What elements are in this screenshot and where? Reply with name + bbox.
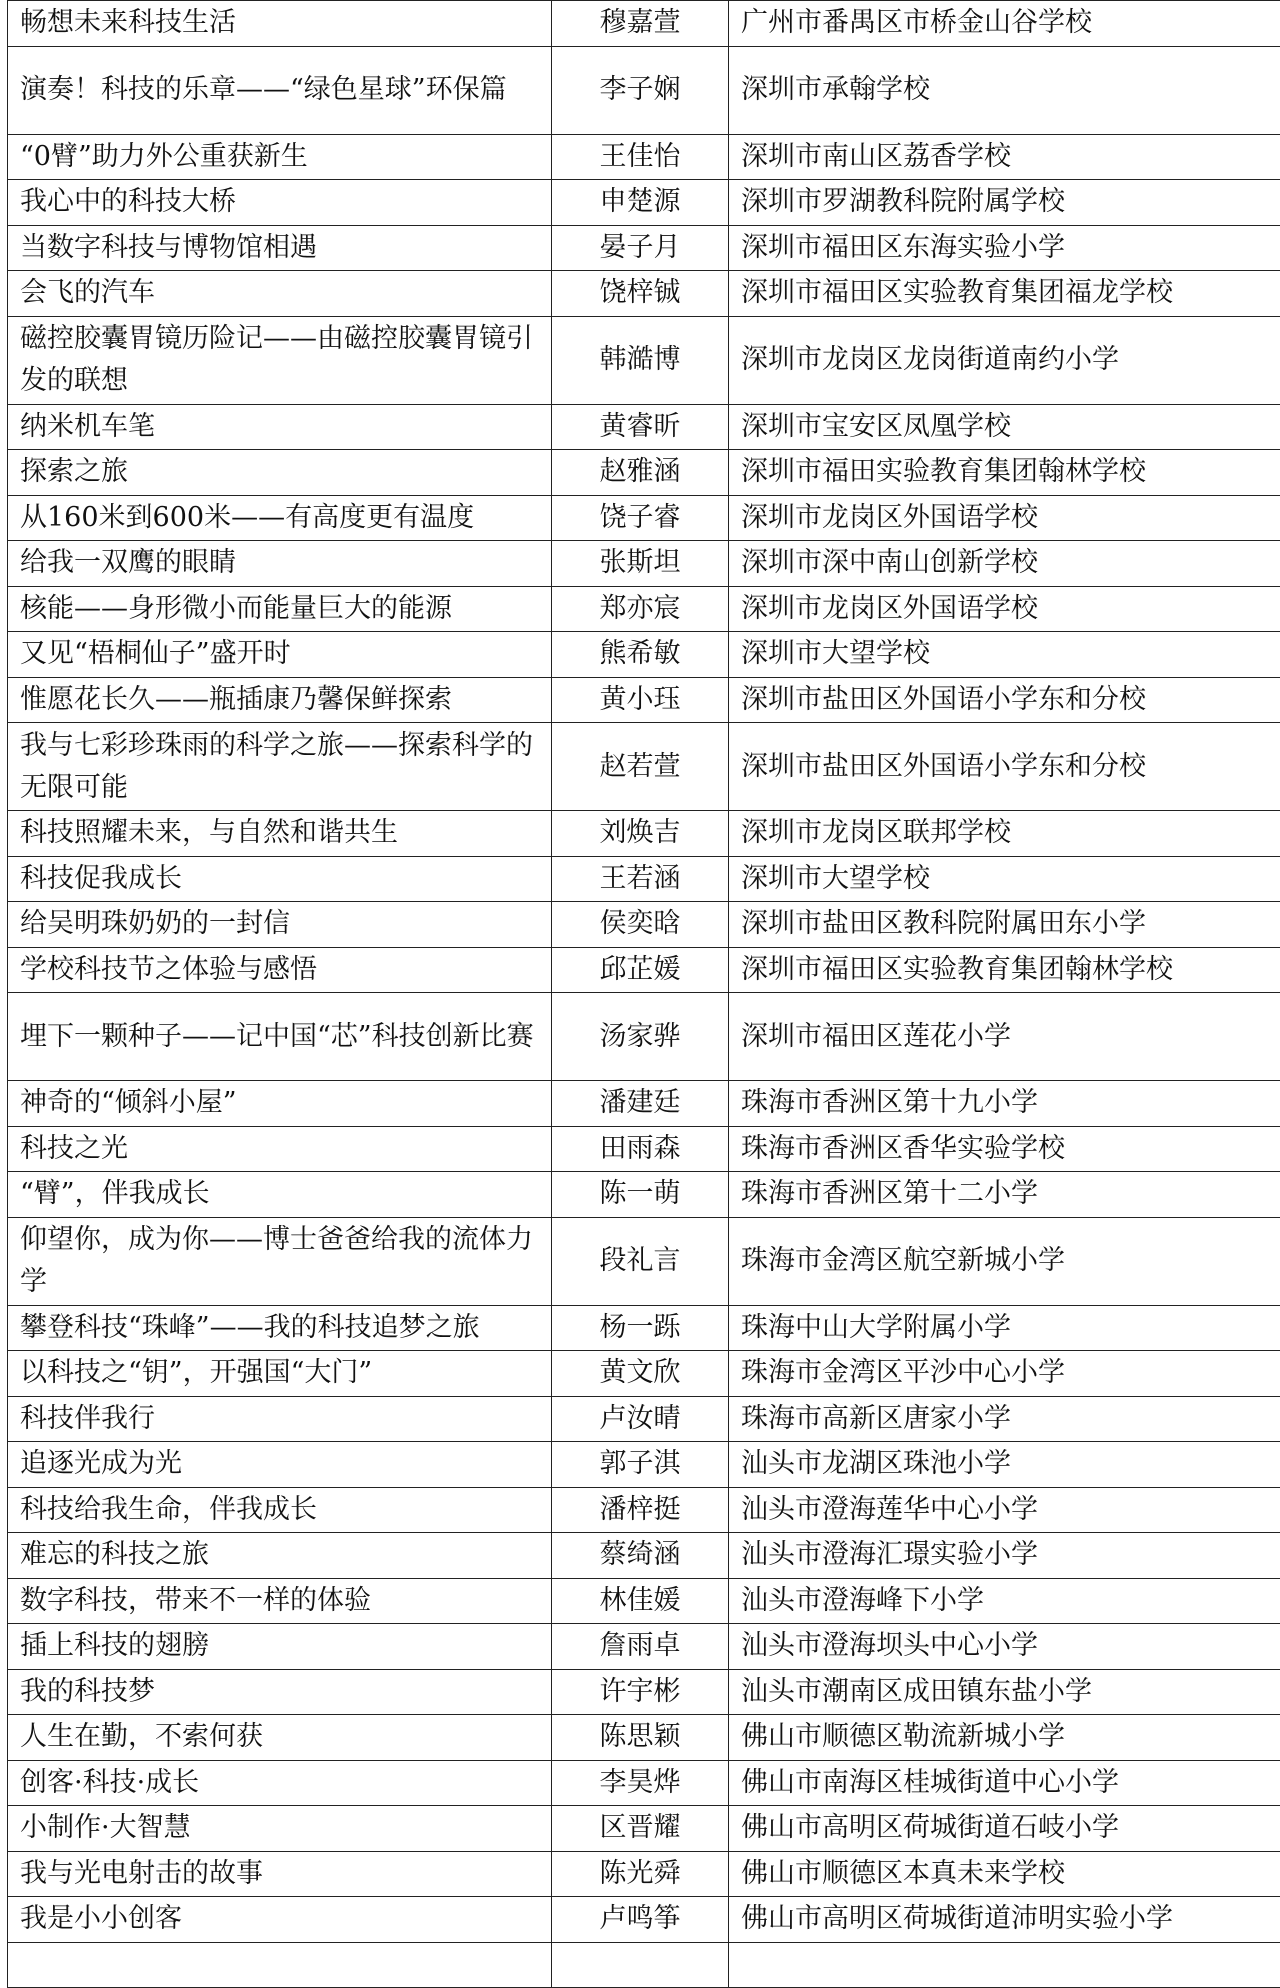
essay-title: 磁控胶囊胃镜历险记——由磁控胶囊胃镜引发的联想 — [8, 316, 552, 404]
award-list-body — [8, 1, 1280, 1988]
essay-title: 数字科技，带来不一样的体验 — [8, 1578, 552, 1624]
table-row — [8, 947, 1280, 993]
student-name: 郑亦宸 — [552, 586, 729, 632]
school-name: 汕头市澄海峰下小学 — [729, 1578, 1280, 1624]
student-name: 刘焕吉 — [552, 811, 729, 857]
school-name: 深圳市福田区实验教育集团福龙学校 — [729, 271, 1280, 317]
table-row — [8, 1, 1280, 47]
essay-title: 小制作·大智慧 — [8, 1806, 552, 1852]
school-name: 深圳市龙岗区外国语学校 — [729, 586, 1280, 632]
essay-title: 当数字科技与博物馆相遇 — [8, 225, 552, 271]
student-name: 邱芷媛 — [552, 947, 729, 993]
essay-title: 攀登科技“珠峰”——我的科技追梦之旅 — [8, 1305, 552, 1351]
school-name: 珠海市香洲区第十九小学 — [729, 1081, 1280, 1127]
school-name: 深圳市龙岗区联邦学校 — [729, 811, 1280, 857]
essay-title: 神奇的“倾斜小屋” — [8, 1081, 552, 1127]
table-row — [8, 1624, 1280, 1670]
student-name: 韩澔博 — [552, 316, 729, 404]
student-name: 申楚源 — [552, 180, 729, 226]
student-name: 陈光舜 — [552, 1851, 729, 1897]
school-name: 珠海中山大学附属小学 — [729, 1305, 1280, 1351]
student-name: 汤家骅 — [552, 993, 729, 1081]
student-name: 卢鸣筝 — [552, 1897, 729, 1943]
essay-title: 人生在勤，不索何获 — [8, 1715, 552, 1761]
table-row — [8, 225, 1280, 271]
student-name: 林佳媛 — [552, 1578, 729, 1624]
table-row — [8, 1942, 1280, 1988]
essay-title: 创客·科技·成长 — [8, 1760, 552, 1806]
student-name: 黄睿昕 — [552, 404, 729, 450]
school-name: 深圳市福田区莲花小学 — [729, 993, 1280, 1081]
school-name: 深圳市福田区实验教育集团翰林学校 — [729, 947, 1280, 993]
student-name: 陈一萌 — [552, 1172, 729, 1218]
table-row — [8, 1217, 1280, 1305]
table-row — [8, 856, 1280, 902]
essay-title: 科技促我成长 — [8, 856, 552, 902]
table-row — [8, 811, 1280, 857]
table-row — [8, 1851, 1280, 1897]
table-row — [8, 1669, 1280, 1715]
essay-title: “0臂”助力外公重获新生 — [8, 134, 552, 180]
table-row — [8, 1442, 1280, 1488]
essay-title: 核能——身形微小而能量巨大的能源 — [8, 586, 552, 632]
school-name: 佛山市南海区桂城街道中心小学 — [729, 1760, 1280, 1806]
school-name: 广州市番禺区市桥金山谷学校 — [729, 1, 1280, 47]
school-name: 珠海市香洲区第十二小学 — [729, 1172, 1280, 1218]
table-row — [8, 1806, 1280, 1852]
school-name: 汕头市澄海莲华中心小学 — [729, 1487, 1280, 1533]
student-name: 赵若萱 — [552, 723, 729, 811]
essay-title: 从160米到600米——有高度更有温度 — [8, 495, 552, 541]
student-name: 田雨森 — [552, 1126, 729, 1172]
table-row — [8, 316, 1280, 404]
student-name: 饶子睿 — [552, 495, 729, 541]
student-name: 侯奕晗 — [552, 902, 729, 948]
school-name: 深圳市承翰学校 — [729, 46, 1280, 134]
school-name: 深圳市深中南山创新学校 — [729, 541, 1280, 587]
table-row — [8, 1760, 1280, 1806]
school-name — [729, 1942, 1280, 1988]
student-name: 郭子淇 — [552, 1442, 729, 1488]
essay-title: 难忘的科技之旅 — [8, 1533, 552, 1579]
student-name: 王佳怡 — [552, 134, 729, 180]
school-name: 深圳市南山区荔香学校 — [729, 134, 1280, 180]
school-name: 深圳市大望学校 — [729, 856, 1280, 902]
student-name — [552, 1942, 729, 1988]
table-row — [8, 46, 1280, 134]
table-row — [8, 271, 1280, 317]
essay-title: 我是小小创客 — [8, 1897, 552, 1943]
table-row — [8, 134, 1280, 180]
student-name: 卢汝晴 — [552, 1396, 729, 1442]
school-name: 深圳市大望学校 — [729, 632, 1280, 678]
table-row — [8, 1533, 1280, 1579]
student-name: 黄文欣 — [552, 1351, 729, 1397]
essay-title: 给吴明珠奶奶的一封信 — [8, 902, 552, 948]
school-name: 佛山市顺德区勒流新城小学 — [729, 1715, 1280, 1761]
essay-title — [8, 1942, 552, 1988]
table-row — [8, 677, 1280, 723]
table-row — [8, 450, 1280, 496]
student-name: 李昊烨 — [552, 1760, 729, 1806]
school-name: 深圳市福田实验教育集团翰林学校 — [729, 450, 1280, 496]
essay-title: 我的科技梦 — [8, 1669, 552, 1715]
table-row — [8, 1081, 1280, 1127]
table-row — [8, 180, 1280, 226]
essay-title: 追逐光成为光 — [8, 1442, 552, 1488]
essay-title: 埋下一颗种子——记中国“芯”科技创新比赛 — [8, 993, 552, 1081]
table-row — [8, 404, 1280, 450]
school-name: 深圳市龙岗区外国语学校 — [729, 495, 1280, 541]
school-name: 深圳市盐田区外国语小学东和分校 — [729, 677, 1280, 723]
essay-title: 仰望你，成为你——博士爸爸给我的流体力学 — [8, 1217, 552, 1305]
student-name: 黄小珏 — [552, 677, 729, 723]
school-name: 汕头市潮南区成田镇东盐小学 — [729, 1669, 1280, 1715]
essay-title: 探索之旅 — [8, 450, 552, 496]
table-row — [8, 1305, 1280, 1351]
student-name: 潘建廷 — [552, 1081, 729, 1127]
essay-title: 学校科技节之体验与感悟 — [8, 947, 552, 993]
essay-title: 科技之光 — [8, 1126, 552, 1172]
table-row — [8, 632, 1280, 678]
essay-title: 畅想未来科技生活 — [8, 1, 552, 47]
student-name: 王若涵 — [552, 856, 729, 902]
essay-title: 科技照耀未来，与自然和谐共生 — [8, 811, 552, 857]
table-row — [8, 1396, 1280, 1442]
student-name: 区晋耀 — [552, 1806, 729, 1852]
table-row — [8, 586, 1280, 632]
school-name: 深圳市龙岗区龙岗街道南约小学 — [729, 316, 1280, 404]
table-row — [8, 1897, 1280, 1943]
essay-title: 演奏！科技的乐章——“绿色星球”环保篇 — [8, 46, 552, 134]
student-name: 杨一跞 — [552, 1305, 729, 1351]
student-name: 熊希敏 — [552, 632, 729, 678]
student-name: 李子娴 — [552, 46, 729, 134]
student-name: 许宇彬 — [552, 1669, 729, 1715]
award-list-table — [7, 0, 1280, 1988]
school-name: 珠海市香洲区香华实验学校 — [729, 1126, 1280, 1172]
table-row — [8, 1715, 1280, 1761]
table-row — [8, 1578, 1280, 1624]
essay-title: 我与七彩珍珠雨的科学之旅——探索科学的无限可能 — [8, 723, 552, 811]
school-name: 珠海市金湾区航空新城小学 — [729, 1217, 1280, 1305]
school-name: 汕头市澄海汇璟实验小学 — [729, 1533, 1280, 1579]
table-row — [8, 495, 1280, 541]
student-name: 饶梓铖 — [552, 271, 729, 317]
school-name: 深圳市盐田区外国语小学东和分校 — [729, 723, 1280, 811]
school-name: 深圳市宝安区凤凰学校 — [729, 404, 1280, 450]
school-name: 珠海市金湾区平沙中心小学 — [729, 1351, 1280, 1397]
table-row — [8, 993, 1280, 1081]
essay-title: 给我一双鹰的眼睛 — [8, 541, 552, 587]
student-name: 张斯坦 — [552, 541, 729, 587]
table-row — [8, 723, 1280, 811]
table-row — [8, 1351, 1280, 1397]
school-name: 佛山市顺德区本真未来学校 — [729, 1851, 1280, 1897]
student-name: 蔡绮涵 — [552, 1533, 729, 1579]
student-name: 晏子月 — [552, 225, 729, 271]
school-name: 佛山市高明区荷城街道石岐小学 — [729, 1806, 1280, 1852]
essay-title: 惟愿花长久——瓶插康乃馨保鲜探索 — [8, 677, 552, 723]
essay-title: 会飞的汽车 — [8, 271, 552, 317]
school-name: 深圳市福田区东海实验小学 — [729, 225, 1280, 271]
student-name: 赵雅涵 — [552, 450, 729, 496]
school-name: 深圳市罗湖教科院附属学校 — [729, 180, 1280, 226]
essay-title: 以科技之“钥”，开强国“大门” — [8, 1351, 552, 1397]
school-name: 佛山市高明区荷城街道沛明实验小学 — [729, 1897, 1280, 1943]
essay-title: 科技伴我行 — [8, 1396, 552, 1442]
table-row — [8, 902, 1280, 948]
table-row — [8, 1126, 1280, 1172]
student-name: 穆嘉萱 — [552, 1, 729, 47]
essay-title: 插上科技的翅膀 — [8, 1624, 552, 1670]
student-name: 詹雨卓 — [552, 1624, 729, 1670]
school-name: 珠海市高新区唐家小学 — [729, 1396, 1280, 1442]
essay-title: 又见“梧桐仙子”盛开时 — [8, 632, 552, 678]
school-name: 汕头市澄海坝头中心小学 — [729, 1624, 1280, 1670]
essay-title: 科技给我生命，伴我成长 — [8, 1487, 552, 1533]
essay-title: 纳米机车笔 — [8, 404, 552, 450]
award-list-table-container — [7, 0, 1280, 1988]
essay-title: 我与光电射击的故事 — [8, 1851, 552, 1897]
student-name: 潘梓挺 — [552, 1487, 729, 1533]
student-name: 陈思颖 — [552, 1715, 729, 1761]
table-row — [8, 1487, 1280, 1533]
essay-title: 我心中的科技大桥 — [8, 180, 552, 226]
table-row — [8, 1172, 1280, 1218]
school-name: 深圳市盐田区教科院附属田东小学 — [729, 902, 1280, 948]
student-name: 段礼言 — [552, 1217, 729, 1305]
essay-title: “臂”，伴我成长 — [8, 1172, 552, 1218]
table-row — [8, 541, 1280, 587]
school-name: 汕头市龙湖区珠池小学 — [729, 1442, 1280, 1488]
